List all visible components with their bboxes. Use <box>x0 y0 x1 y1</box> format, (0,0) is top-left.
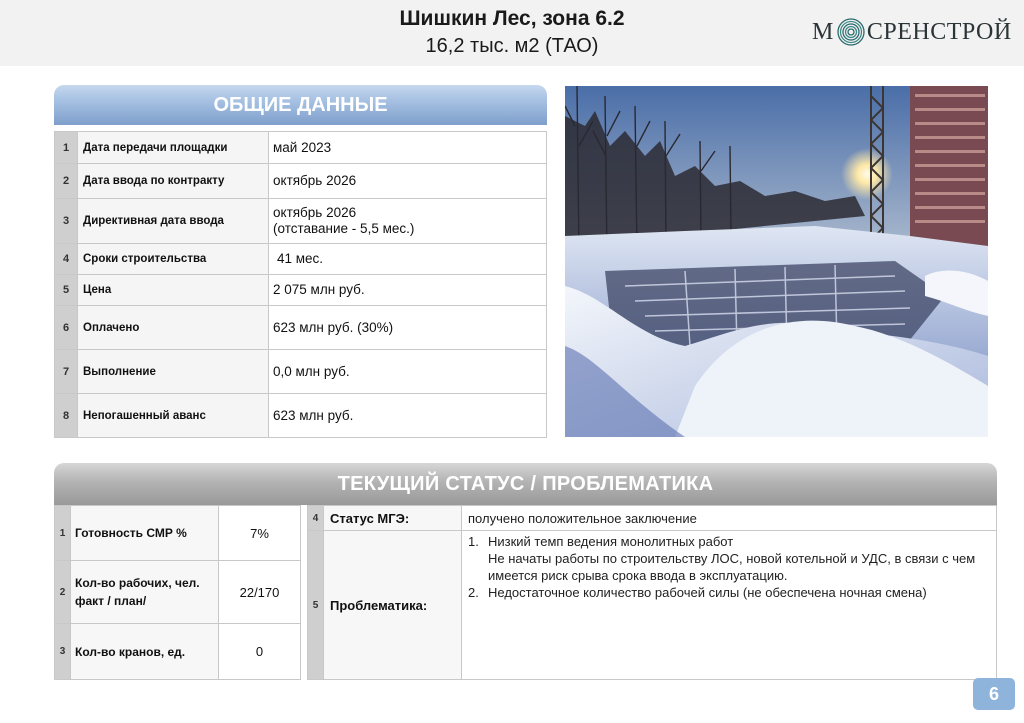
row-value: 0 <box>219 624 301 680</box>
table-row: 5 Цена 2 075 млн руб. <box>55 275 547 306</box>
table-row: 3 Кол-во кранов, ед. 0 <box>55 624 301 680</box>
table-row: 6 Оплачено 623 млн руб. (30%) <box>55 306 547 350</box>
status-problems-table <box>307 505 997 680</box>
table-row: 8 Непогашенный аванс 623 млн руб. <box>55 394 547 438</box>
row-value: 0,0 млн руб. <box>269 350 547 394</box>
page-number-badge: 6 <box>973 678 1015 710</box>
row-label: Цена <box>78 275 269 306</box>
table-row: 4 Статус МГЭ: получено положительное заключение <box>308 506 997 531</box>
current-status-heading: ТЕКУЩИЙ СТАТУС / ПРОБЛЕМАТИКА <box>54 463 997 505</box>
row-value: 623 млн руб. (30%) <box>269 306 547 350</box>
row-label: Кол-во кранов, ед. <box>71 624 219 680</box>
problems-list <box>462 531 996 603</box>
row-value: 2 075 млн руб. <box>269 275 547 306</box>
page-subtitle: 16,2 тыс. м2 (ТАО) <box>425 35 599 57</box>
row-value: октябрь 2026 <box>269 164 547 199</box>
table-row: 2 Дата ввода по контракту октябрь 2026 <box>55 164 547 199</box>
status-metrics-table <box>54 505 301 680</box>
logo-swirl-icon <box>836 17 866 47</box>
table-row: 1 Готовность СМР % 7% <box>55 506 301 561</box>
row-label: Выполнение <box>78 350 269 394</box>
general-data-heading: ОБЩИЕ ДАННЫЕ <box>54 85 547 125</box>
company-logo: М СРЕНСТРОЙ <box>812 17 1012 47</box>
table-row: 2 Кол-во рабочих, чел. факт / план/ 22/170 <box>55 561 301 624</box>
general-data-table <box>54 131 547 438</box>
row-value: 41 мес. <box>269 244 547 275</box>
row-label: Готовность СМР % <box>71 506 219 561</box>
row-label: Кол-во рабочих, чел. факт / план/ <box>71 561 219 624</box>
row-value: май 2023 <box>269 132 547 164</box>
row-value: 623 млн руб. <box>269 394 547 438</box>
row-value: 22/170 <box>219 561 301 624</box>
list-item: 2. Недостаточное количество рабочей силы (не обеспечена ночная смена) <box>468 585 927 600</box>
row-label: Дата передачи площадки <box>78 132 269 164</box>
table-row: 7 Выполнение 0,0 млн руб. <box>55 350 547 394</box>
mge-status-value: получено положительное заключение <box>462 506 997 531</box>
problems-label: Проблематика: <box>324 531 462 680</box>
table-row: 3 Директивная дата ввода октябрь 2026 (отставание - 5,5 мес.) <box>55 199 547 244</box>
list-item: 1. Низкий темп ведения монолитных работ Не начаты работы по строительству ЛОС, новой котельной и УДС, в связи с чем имеется риск срыва срока ввода в эксплуатацию. <box>468 534 976 583</box>
table-row: 5 Проблематика: 1. Низкий темп ведения монолитных работ Не начаты работы по строительству ЛОС, новой котельной и УДС, в связи с чем имеется риск срыва срока ввода в эксплуатацию. 2. Недостаточное количество рабочей силы (не обеспечена ночная смена) <box>308 531 997 680</box>
row-label: Директивная дата ввода <box>78 199 269 244</box>
row-label: Оплачено <box>78 306 269 350</box>
row-value: октябрь 2026 (отставание - 5,5 мес.) <box>269 199 547 244</box>
row-label: Сроки строительства <box>78 244 269 275</box>
table-row: 1 Дата передачи площадки май 2023 <box>55 132 547 164</box>
table-row: 4 Сроки строительства 41 мес. <box>55 244 547 275</box>
page-title: Шишкин Лес, зона 6.2 <box>399 7 625 30</box>
row-value: 7% <box>219 506 301 561</box>
row-label: Дата ввода по контракту <box>78 164 269 199</box>
problems-list-cell <box>462 531 997 680</box>
construction-site-photo <box>565 86 988 437</box>
row-label: Непогашенный аванс <box>78 394 269 438</box>
mge-status-label: Статус МГЭ: <box>324 506 462 531</box>
